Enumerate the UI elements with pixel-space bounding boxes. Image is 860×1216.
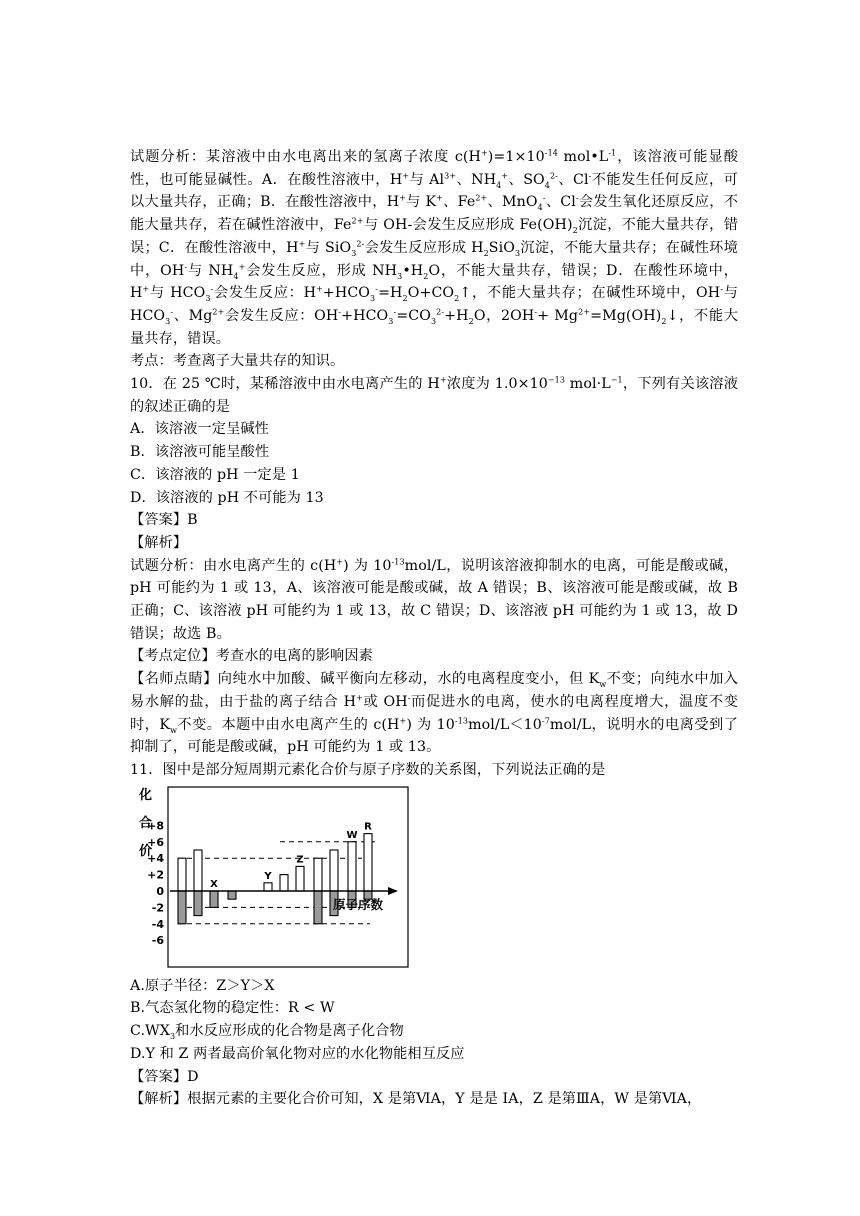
bar-negative <box>210 891 218 907</box>
ytick-label: +8 <box>147 819 164 833</box>
q10-analysis: 试题分析：由水电离产生的 c(H+) 为 $10^{-13}mol/L$，说明该溶液抑制水的电离，可能是酸或碱，pH 可能约为 1 或 13，A、该溶液可能是酸或碱，故 A 错误；B、该溶液可能是酸或碱，故 B 正确；C、该溶液 pH 可能约为 1 或 13，故 C 错误；D、该溶液 pH 可能约为 1 或 13，故 D 错误；故选 B。 <box>130 556 738 642</box>
bar-label: W <box>346 829 358 841</box>
valence-chart <box>130 785 412 971</box>
ytick-label: -2 <box>151 901 164 915</box>
bar-negative <box>178 891 186 924</box>
q11-option-c: $C.WX_3$和水反应形成的化合物是离子化合物 <box>130 1023 404 1041</box>
q11-option-d: D.Y 和 Z 两者最高价氧化物对应的水化物能相互反应 <box>130 1045 465 1062</box>
q10-option-c: C．该溶液的 pH 一定是 1 <box>130 466 300 483</box>
q11-answer: 【答案】D <box>130 1068 199 1085</box>
q10-option-d: D．该溶液的 pH 不可能为 13 <box>130 489 324 506</box>
bar-label: R <box>364 821 372 833</box>
q10-option-b: B．该溶液可能呈酸性 <box>130 444 270 461</box>
bar-positive <box>280 874 288 890</box>
bar-positive <box>364 833 372 890</box>
question-11-stem: 11．图中是部分短周期元素化合价与原子序数的关系图，下列说法正确的是 <box>130 761 606 778</box>
bar-positive <box>330 850 338 891</box>
q11-jiexi: 【解析】根据元素的主要化合价可知，X 是第ⅥA，Y 是是 IA，Z 是第ⅢA，W 是第ⅥA， <box>130 1091 702 1108</box>
chart-yticks <box>147 819 164 947</box>
bar-positive <box>178 858 186 891</box>
bar-positive <box>348 841 356 890</box>
bar-negative <box>314 891 322 924</box>
question-10-stem: 10．在 25 ℃时，某稀溶液中由水电离产生的 H+浓度为 $1.0\times 10^{-13}$ $mol\cdot L^{-1}$，下列有关该溶液的叙述正确的是 <box>130 375 738 415</box>
bar-negative <box>228 891 236 899</box>
q10-kaodian: 【考点定位】考查水的电离的影响因素 <box>130 648 373 665</box>
bar-label: Z <box>296 854 304 866</box>
chart-x-axis-arrow <box>388 887 398 895</box>
ytick-label: +4 <box>147 851 164 865</box>
bar-label: X <box>210 878 218 890</box>
bar-positive <box>194 850 202 891</box>
bar-positive <box>264 882 272 890</box>
para-analysis-q9: 试题分析：某溶液中由水电离出来的氢离子浓度 $c(H^+)=1\times 10^{-14}$ $mol•L^{-1}$，该溶液可能显酸性，也可能显碱性。A．在酸性溶液中，H+与 $Al^{3+}$、$NH_4^+$、$SO_4^{2-}$、Cl-不能发生任何反应，可以大量共存，正确；B．在酸性溶液中，H+与 K+、$Fe^{2+}$、MnO$_4$-、Cl-会发生氧化还原反应，不能大量共存，若在碱性溶液中，$Fe^{2+}$与 OH-会发生反应形成 $Fe(OH)_2$沉淀，不能大量共存，错误；C．在酸性溶液中，H+与 SiO$_3^{2-}$会发生反应形成 $H_2SiO_3$沉淀，不能大量共存；在碱性环境中，OH-与 $NH_4^+$会发生反应，形成 $NH_3•H_2O$，不能大量共存，错误；D．在酸性环境中，H+与 $HCO_3^-$会发生反应：$H^++HCO_3^-=H_2O+CO_2↑$，不能大量共存；在碱性环境中，OH-与 $HCO_3^-$、$Mg^{2+}$会发生反应：$OH^-+HCO_3^-=CO_3^{2-}+H_2O$，$2OH^-+ Mg^{2+}=Mg(OH)_2↓$，不能大量共存，错误。 <box>130 148 739 347</box>
bar-positive <box>296 866 304 891</box>
ytick-label: +2 <box>147 868 164 882</box>
ylabel-char: 合 <box>139 815 153 831</box>
ytick-label: -6 <box>151 933 164 947</box>
ylabel-char: 化 <box>139 787 153 803</box>
q10-jiexi-heading: 【解析】 <box>130 534 188 551</box>
q10-option-a: A．该溶液一定呈碱性 <box>130 421 269 438</box>
kaodian-q9: 考点：考查离子大量共存的知识。 <box>130 353 345 370</box>
ytick-label: -4 <box>151 917 164 931</box>
q11-option-a: A.原子半径：Z＞Y＞X <box>130 977 275 994</box>
chart-xlabel: 原子序数 <box>332 896 384 912</box>
bar-label: Y <box>264 870 272 882</box>
ylabel-char: 价 <box>139 843 153 859</box>
q10-answer: 【答案】B <box>130 512 198 529</box>
ytick-label: +6 <box>147 835 164 849</box>
ytick-label: 0 <box>156 884 164 898</box>
q10-mingshi: 【名师点睛】向纯水中加酸、碱平衡向左移动，水的电离程度变小，但 $K_w$不变；向纯水中加入易水解的盐，由于盐的离子结合 H+或 OH-而促进水的电离，使水的电离程度增大，温度不变时，$K_w$不变。本题中由水电离产生的 c(H+) 为 $10^{-13}mol/L<10^{-7}mol/L$，说明水的电离受到了抑制了，可能是酸或碱，pH 可能约为 1 或 13。 <box>130 671 738 756</box>
bar-negative <box>194 891 202 916</box>
document-page <box>130 146 738 1111</box>
bar-positive <box>314 858 322 891</box>
q11-option-b: B.气态氢化物的稳定性：R < W <box>130 1000 335 1017</box>
